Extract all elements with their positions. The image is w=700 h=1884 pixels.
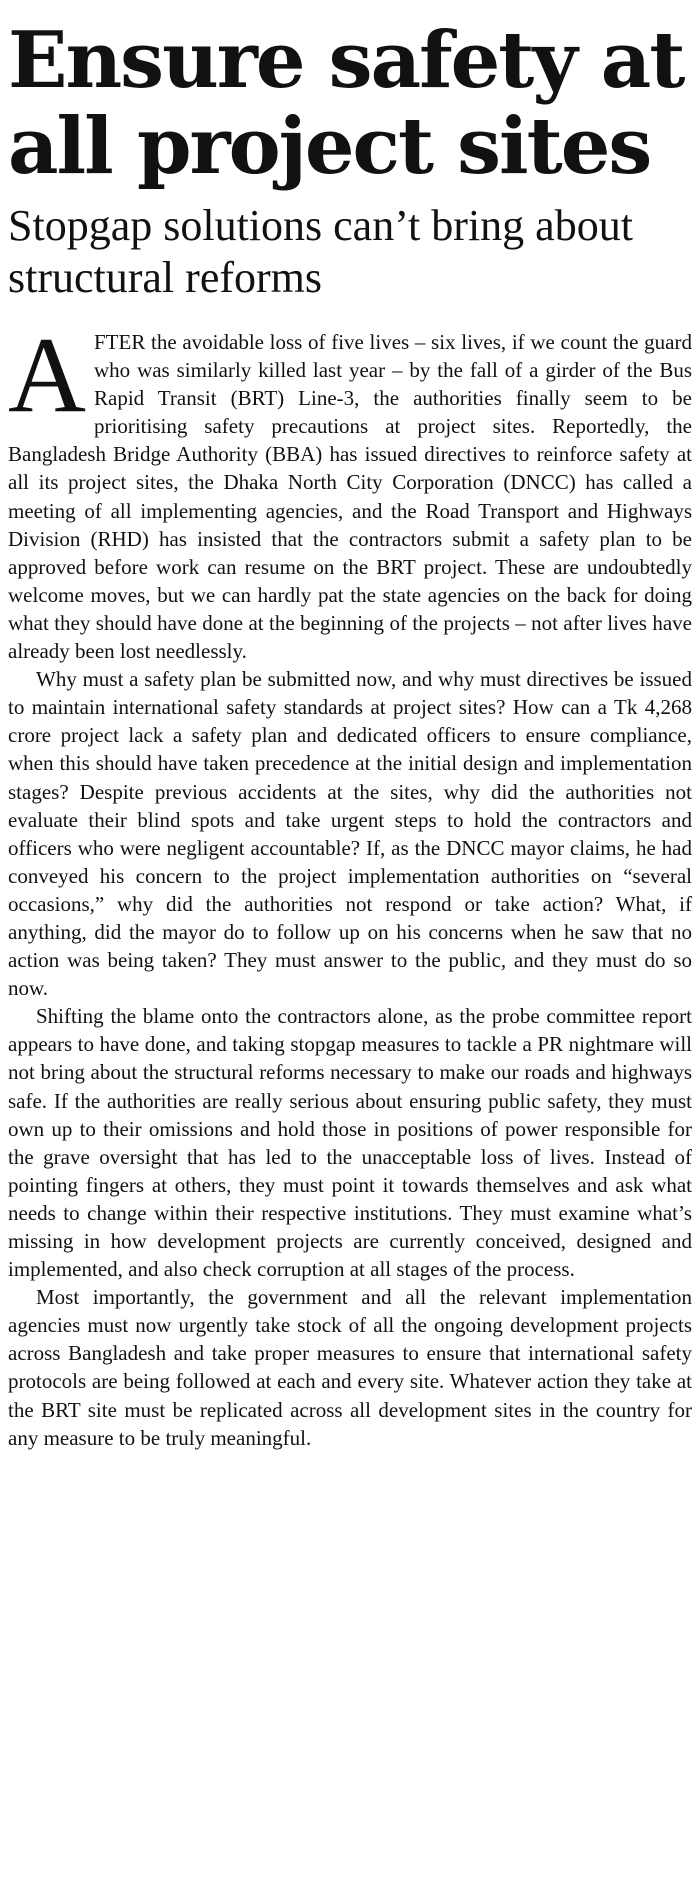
headline: Ensure safety at all project sites: [8, 15, 684, 192]
paragraph-1: [8, 316, 692, 665]
subheadline: Stopgap solutions can’t bring about structural reforms: [8, 201, 633, 302]
paragraph-2: Why must a safety plan be submitted now, and why must directives be issued to maintain international safety standards at project sites? How can a Tk 4,268 crore project lack a safety plan and dedicated officers to ensure compliance, when this should have taken precedence at the initial design and implementation stages? Despite previous accidents at the sites, why did the authorities not evaluate their blind spots and take urgent steps to hold the contractors and officers who were negligent accountable? If, as the DNCC mayor claims, he had conveyed his concern to the project implementation authorities on “several occasions,” why did the authorities not respond or take action? What, if anything, did the mayor do to follow up on his concerns when he saw that no action was being taken? They must answer to the public, and they must do so now.: [8, 667, 692, 1001]
paragraph-1-text: FTER the avoidable loss of five lives – six lives, if we count the guard who was similarly killed last year – by the fall of a girder of the Bus Rapid Transit (BRT) Line-3, the authorities finally seem to be prioritising safety precautions at project sites. Reportedly, the Bangladesh Bridge Authority (BBA) has issued directives to reinforce safety at all its project sites, the Dhaka North City Corporation (DNCC) has called a meeting of all implementing agencies, and the Road Transport and Highways Division (RHD) has insisted that the contractors submit a safety plan to be approved before work can resume on the BRT project. These are undoubtedly welcome moves, but we can hardly pat the state agencies on the back for doing what they should have done at the beginning of the projects – not after lives have already been lost needlessly.: [8, 330, 692, 664]
article-body: [8, 316, 692, 1452]
paragraph-4: Most importantly, the government and all the relevant implementation agencies must now urgently take stock of all the ongoing development projects across Bangladesh and take proper measures to ensure that international safety protocols are being followed at each and every site. Whatever action they take at the BRT site must be replicated across all development sites in the country for any measure to be truly meaningful.: [8, 1285, 692, 1450]
paragraph-3: Shifting the blame onto the contractors alone, as the probe committee report appears to have done, and taking stopgap measures to tackle a PR nightmare will not bring about the structural reforms necessary to make our roads and highways safe. If the authorities are really serious about ensuring public safety, they must own up to their omissions and hold those in positions of power responsible for the grave oversight that has led to the unacceptable loss of lives. Instead of pointing fingers at others, they must point it towards themselves and ask what needs to change within their respective institutions. They must examine what’s missing in how development projects are currently conceived, designed and implemented, and also check corruption at all stages of the process.: [8, 1004, 692, 1282]
drop-cap: A: [8, 316, 86, 435]
